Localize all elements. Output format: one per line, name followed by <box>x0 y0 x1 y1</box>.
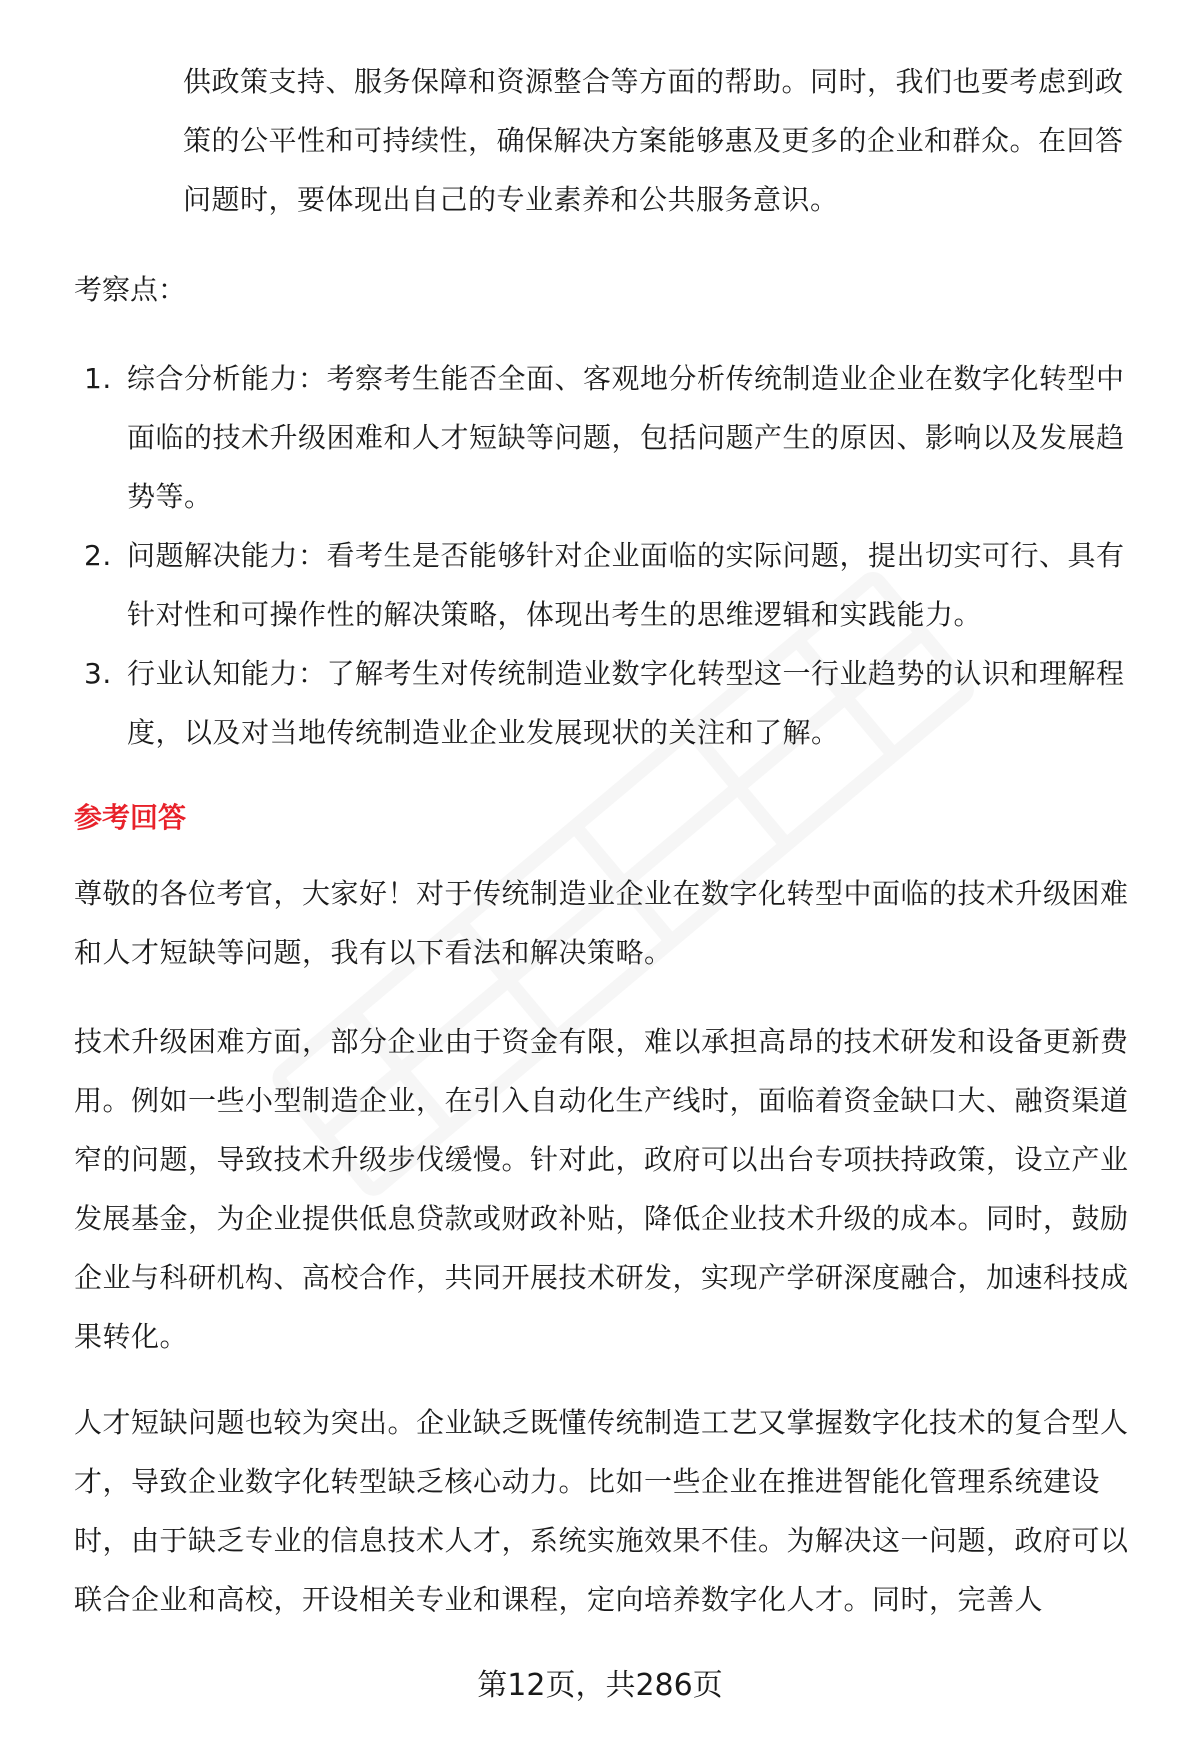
assessment-label: 考察点： <box>74 273 187 306</box>
intro-paragraph: 供政策支持、服务保障和资源整合等方面的帮助。同时，我们也要考虑到政策的公平性和可持续性，确保解决方案能够惠及更多的企业和群众。在回答问题时，要体现出自己的专业素养和公共服务意识。 <box>183 65 1124 216</box>
reference-answer-heading: 参考回答 <box>74 801 187 834</box>
assessment-item-number: 1. <box>84 362 112 395</box>
assessment-item <box>74 349 1144 526</box>
assessment-list <box>74 349 1144 762</box>
page-number: 第12页，共286页 <box>477 1668 723 1703</box>
answer-paragraph-technology: 技术升级困难方面，部分企业由于资金有限，难以承担高昂的技术研发和设备更新费用。例如一些小型制造企业，在引入自动化生产线时，面临着资金缺口大、融资渠道窄的问题，导致技术升级步伐缓慢。针对此，政府可以出台专项扶持政策，设立产业发展基金，为企业提供低息贷款或财政补贴，降低企业技术升级的成本。同时，鼓励企业与科研机构、高校合作，共同开展技术研发，实现产学研深度融合，加速科技成果转化。 <box>74 1025 1129 1353</box>
answer-paragraph-greeting: 尊敬的各位考官，大家好！对于传统制造业企业在数字化转型中面临的技术升级困难和人才短缺等问题，我有以下看法和解决策略。 <box>74 877 1129 969</box>
assessment-item-number: 2. <box>84 539 112 572</box>
assessment-item-text: 问题解决能力：看考生是否能够针对企业面临的实际问题，提出切实可行、具有针对性和可操作性的解决策略，体现出考生的思维逻辑和实践能力。 <box>127 539 1125 631</box>
assessment-item-text: 综合分析能力：考察考生能否全面、客观地分析传统制造业企业在数字化转型中面临的技术升级困难和人才短缺等问题，包括问题产生的原因、影响以及发展趋势等。 <box>127 362 1125 513</box>
assessment-item <box>74 526 1144 644</box>
assessment-item <box>74 644 1144 762</box>
answer-paragraph-talent: 人才短缺问题也较为突出。企业缺乏既懂传统制造工艺又掌握数字化技术的复合型人才，导致企业数字化转型缺乏核心动力。比如一些企业在推进智能化管理系统建设时，由于缺乏专业的信息技术人才，系统实施效果不佳。为解决这一问题，政府可以联合企业和高校，开设相关专业和课程，定向培养数字化人才。同时，完善人 <box>74 1406 1129 1616</box>
assessment-item-number: 3. <box>84 657 112 690</box>
assessment-item-text: 行业认知能力：了解考生对传统制造业数字化转型这一行业趋势的认识和理解程度，以及对当地传统制造业企业发展现状的关注和了解。 <box>127 657 1125 749</box>
